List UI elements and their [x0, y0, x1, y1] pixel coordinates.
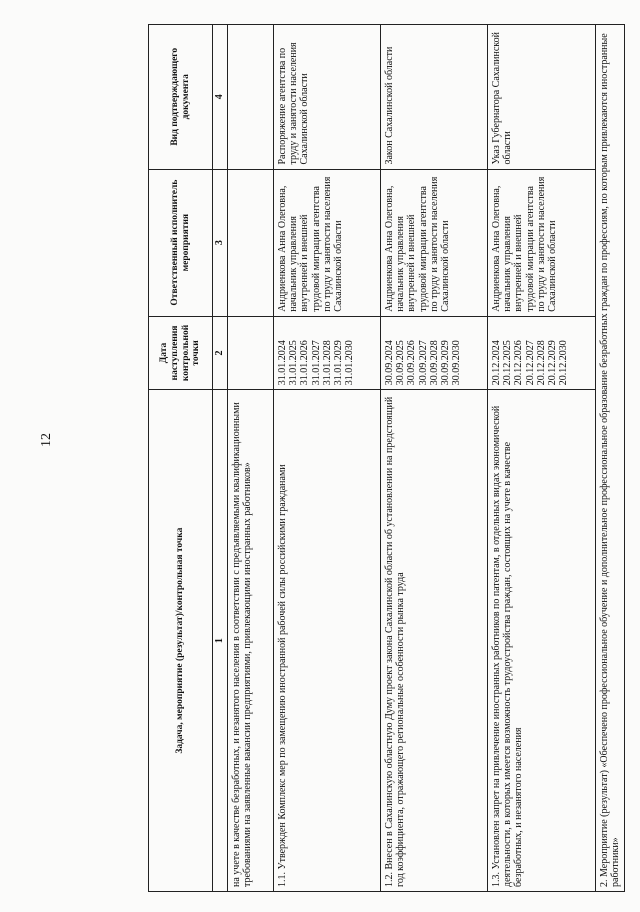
executor-cell: Андриенкова Анна Олеговна, начальник управления внутренней и внешней трудовой миграции агентства по труду и занятости населения Сахалинской области	[488, 169, 596, 316]
task-cell: 1.2. Внесен в Сахалинскую областную Думу проект закона Сахалинской области об установлении на предстоящий год коэффициента, отражающего региональные особенности рынка труда	[381, 390, 488, 892]
control-points-table	[148, 24, 625, 892]
column-number: 2	[213, 316, 228, 390]
column-number: 3	[213, 169, 228, 316]
date-item: 31.01.2027	[310, 340, 322, 386]
dates-cell	[381, 316, 488, 390]
date-item: 31.01.2030	[344, 340, 356, 386]
table-row	[381, 25, 488, 892]
header-task: Задача, мероприятие (результат)/контрольная точка	[149, 390, 213, 892]
empty-cell	[228, 316, 274, 390]
date-item: 31.01.2028	[321, 340, 333, 386]
empty-cell	[228, 25, 274, 170]
date-item: 30.09.2030	[451, 340, 463, 386]
dates-cell	[274, 316, 381, 390]
table-row	[488, 25, 596, 892]
date-item: 31.01.2024	[277, 340, 288, 386]
header-executor: Ответственный исполнитель мероприятия	[149, 169, 213, 316]
date-item: 20.12.2029	[546, 340, 558, 386]
date-item: 31.01.2026	[299, 340, 311, 386]
dates-cell	[488, 316, 596, 390]
date-item: 30.09.2029	[439, 340, 451, 386]
date-item: 20.12.2027	[524, 340, 536, 386]
footer-activity-text: 2. Мероприятие (результат) «Обеспечено профессиональное обучение и дополнительное профессиональное образование безработных граждан по профессиям, по которым привлекаются иностранные работники»	[596, 25, 625, 892]
task-cell: 1.3. Установлен запрет на привлечение иностранных работников по патентам, в отдельных видах экономической деятельности, в которых имеется возможность трудоустройства граждан, состоящих на учете в качестве безработных, и незанятого населения	[488, 390, 596, 892]
document-cell: Закон Сахалинской области	[381, 25, 488, 170]
date-item: 31.01.2025	[288, 340, 300, 386]
intro-row	[228, 25, 274, 892]
date-item: 30.09.2027	[417, 340, 429, 386]
header-document: Вид подтверждающего документа	[149, 25, 213, 170]
document-cell: Распоряжение агентства по труду и занятости населения Сахалинской области	[274, 25, 381, 170]
date-item: 30.09.2028	[428, 340, 440, 386]
rotated-table-container	[148, 24, 622, 892]
header-date: Дата наступления контрольной точки	[149, 316, 213, 390]
date-item: 20.12.2024	[491, 340, 502, 386]
date-item: 30.09.2026	[406, 340, 418, 386]
column-number: 1	[213, 390, 228, 892]
task-cell: 1.1. Утвержден Комплекс мер по замещению иностранной рабочей силы российскими гражданами	[274, 390, 381, 892]
document-cell: Указ Губернатора Сахалинской области	[488, 25, 596, 170]
column-numbers-row	[213, 25, 228, 892]
date-item: 31.01.2029	[332, 340, 344, 386]
footer-row	[596, 25, 625, 892]
date-item: 30.09.2024	[384, 340, 395, 386]
intro-text: на учете в качестве безработных, и незанятого населения в соответствии с предъявляемыми квалификационными требованиями на заявленные вакансии предприятиями, привлекающими иностранных работников»	[228, 390, 274, 892]
executor-cell: Андриенкова Анна Олеговна, начальник управления внутренней и внешней трудовой миграции агентства по труду и занятости населения Сахалинской области	[274, 169, 381, 316]
executor-cell: Андриенкова Анна Олеговна, начальник управления внутренней и внешней трудовой миграции агентства по труду и занятости населения Сахалинской области	[381, 169, 488, 316]
date-item: 20.12.2026	[513, 340, 525, 386]
header-row	[149, 25, 213, 892]
table-row	[274, 25, 381, 892]
date-item: 20.12.2030	[558, 340, 570, 386]
page-number: 12	[39, 433, 54, 447]
column-number: 4	[213, 25, 228, 170]
date-item: 30.09.2025	[395, 340, 407, 386]
empty-cell	[228, 169, 274, 316]
date-item: 20.12.2028	[535, 340, 547, 386]
date-item: 20.12.2025	[502, 340, 514, 386]
